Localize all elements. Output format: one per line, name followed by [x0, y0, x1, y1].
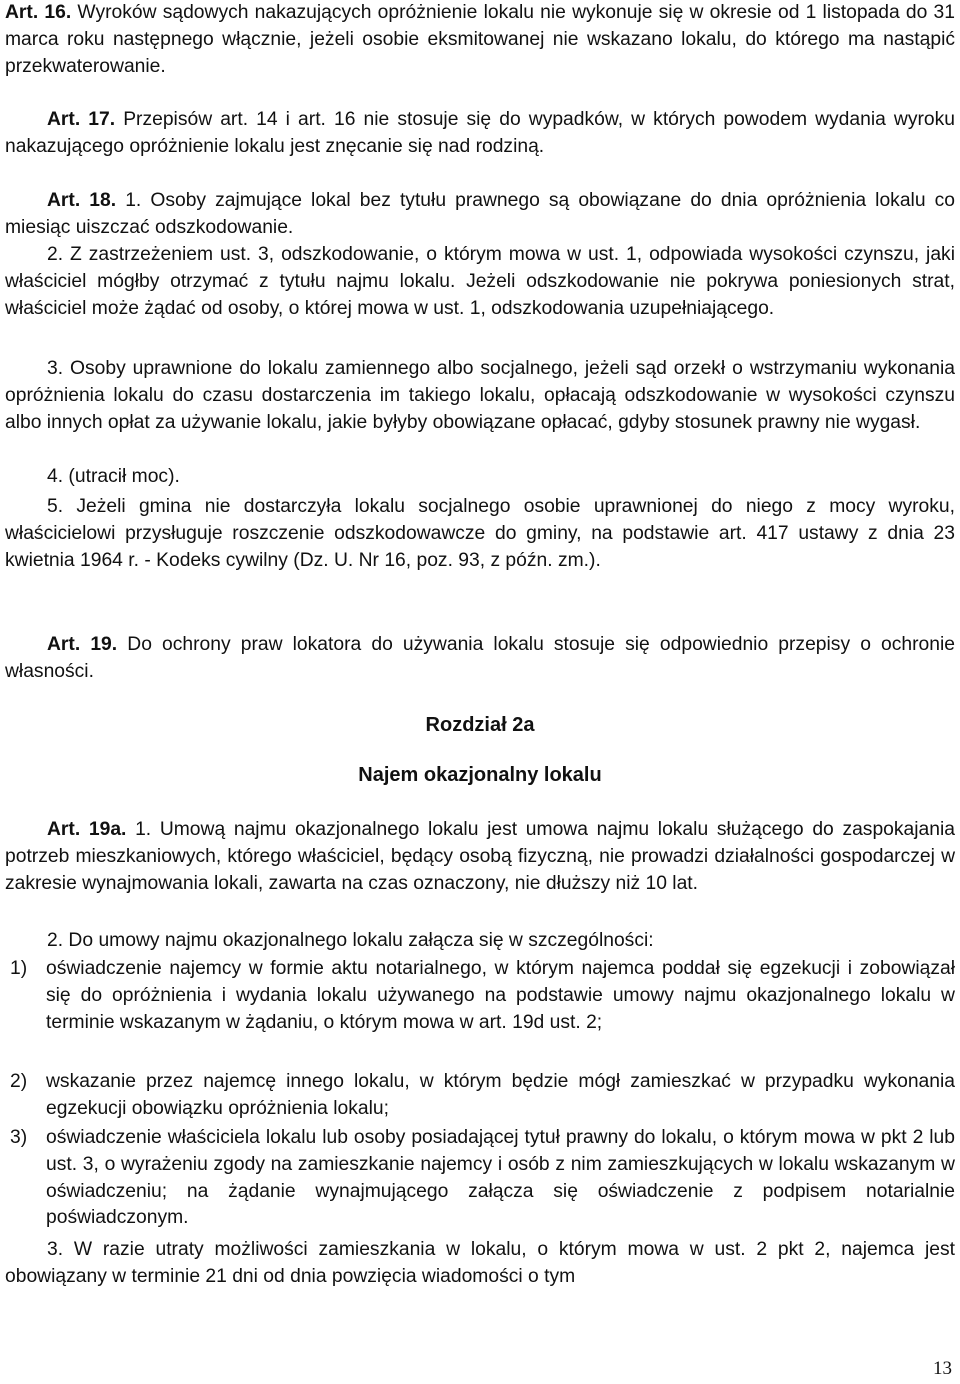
article-18-par-4 — [5, 464, 955, 491]
article-text: Wyroków sądowych nakazujących opróżnienie lokalu nie wykonuje się w okresie od 1 listopada do 31 marca roku następnego włącznie, jeżeli osobie eksmitowanej nie wskazano lokalu, do którego ma nastąpić przekwaterowanie. — [5, 2, 955, 77]
list-item — [5, 956, 955, 1036]
paragraph-text: 5. Jeżeli gmina nie dostarczyła lokalu socjalnego osobie uprawnionej do niego z mocy wyroku, właścicielowi przysługuje roszczenie odszkodowawcze do gminy, na podstawie art. 417 ustawy z dnia 23 kwietnia 1964 r. - Kodeks cywilny (Dz. U. Nr 16, poz. 93, z późn. zm.). — [5, 496, 955, 571]
list-item-text: wskazanie przez najemcę innego lokalu, w którym będzie mógł zamieszkać w przypadku wykonania egzekucji obowiązku opróżnienia lokalu; — [46, 1071, 955, 1119]
article-17 — [5, 107, 955, 161]
article-number: Art. 18. — [47, 190, 117, 211]
list-item — [5, 1125, 955, 1232]
article-number: Art. 19. — [47, 634, 118, 655]
paragraph-text: 3. W razie utraty możliwości zamieszkania w lokalu, o którym mowa w ust. 2 pkt 2, najemca jest obowiązany w terminie 21 dni od dnia powzięcia wiadomości o tym — [5, 1239, 955, 1287]
article-19a-par-1 — [5, 817, 955, 897]
list-item-number: 2) — [10, 1071, 28, 1092]
article-19a-par-3 — [5, 1237, 955, 1291]
paragraph-text: 4. (utracił moc). — [47, 466, 180, 487]
chapter-title: Rozdział 2a — [425, 714, 535, 736]
article-number: Art. 16. — [5, 2, 72, 23]
list-item-text: oświadczenie właściciela lokalu lub osoby posiadającej tytuł prawny do lokalu, o którym mowa w pkt 2 lub ust. 3, o wyrażeniu zgody na zamieszkanie najemcy i osób z nim zamieszkujących w lokalu wskazanym w oświadczeniu; na żądanie wynajmującego załącza się oświadczenie z podpisem notarialnie poświadczonym. — [46, 1127, 955, 1229]
article-18-par-1 — [5, 188, 955, 242]
article-text: 1. Osoby zajmujące lokal bez tytułu prawnego są obowiązane do dnia opróżnienia lokalu co miesiąc uiszczać odszkodowanie. — [5, 190, 955, 238]
article-text: Do ochrony praw lokatora do używania lokalu stosuje się odpowiednio przepisy o ochronie własności. — [5, 634, 956, 682]
list-item-text: oświadczenie najemcy w formie aktu notarialnego, w którym najemca poddał się egzekucji i zobowiązał się do opróżnienia i wydania lokalu używanego na podstawie umowy najmu okazjonalnego lokalu w terminie wskazanym w żądaniu, o którym mowa w art. 19d ust. 2; — [46, 958, 955, 1033]
article-18-par-3 — [5, 356, 955, 436]
article-19 — [5, 632, 955, 686]
article-16 — [5, 0, 955, 80]
article-number: Art. 17. — [47, 109, 116, 130]
paragraph-text: 2. Do umowy najmu okazjonalnego lokalu załącza się w szczególności: — [47, 930, 654, 951]
article-number: Art. 19a. — [47, 819, 127, 840]
article-18-par-5 — [5, 494, 955, 574]
article-19a-par-2 — [5, 928, 955, 955]
article-18-par-2 — [5, 242, 955, 322]
list-item — [5, 1069, 955, 1123]
list-item-number: 3) — [10, 1127, 28, 1148]
paragraph-text: 2. Z zastrzeżeniem ust. 3, odszkodowanie, o którym mowa w ust. 1, odpowiada wysokości czynszu, jaki właściciel mógłby otrzymać z tytułu najmu lokalu. Jeżeli odszkodowanie nie pokrywa poniesionych strat, właściciel może żądać od osoby, o której mowa w ust. 1, odszkodowania uzupełniającego. — [5, 244, 955, 319]
chapter-subtitle: Najem okazjonalny lokalu — [358, 764, 602, 786]
paragraph-text: 3. Osoby uprawnione do lokalu zamiennego albo socjalnego, jeżeli sąd orzekł o wstrzymaniu wykonania opróżnienia lokalu do czasu dostarczenia im takiego lokalu, opłacają odszkodowanie w wysokości czynszu albo innych opłat za używanie lokalu, jakie byłyby obowiązane opłacać, gdyby stosunek prawny nie wygasł. — [5, 358, 955, 433]
article-text: Przepisów art. 14 i art. 16 nie stosuje się do wypadków, w których powodem wydania wyroku nakazującego opróżnienie lokalu jest znęcanie się nad rodziną. — [5, 109, 955, 157]
article-text: 1. Umową najmu okazjonalnego lokalu jest umowa najmu lokalu służącego do zaspokajania potrzeb mieszkaniowych, którego właściciel, będący osobą fizyczną, nie prowadzi działalności gospodarczej w zakresie wynajmowania lokali, zawarta na czas oznaczony, nie dłuższy niż 10 lat. — [5, 819, 955, 894]
page-number: 13 — [933, 1358, 952, 1379]
list-item-number: 1) — [10, 958, 28, 979]
